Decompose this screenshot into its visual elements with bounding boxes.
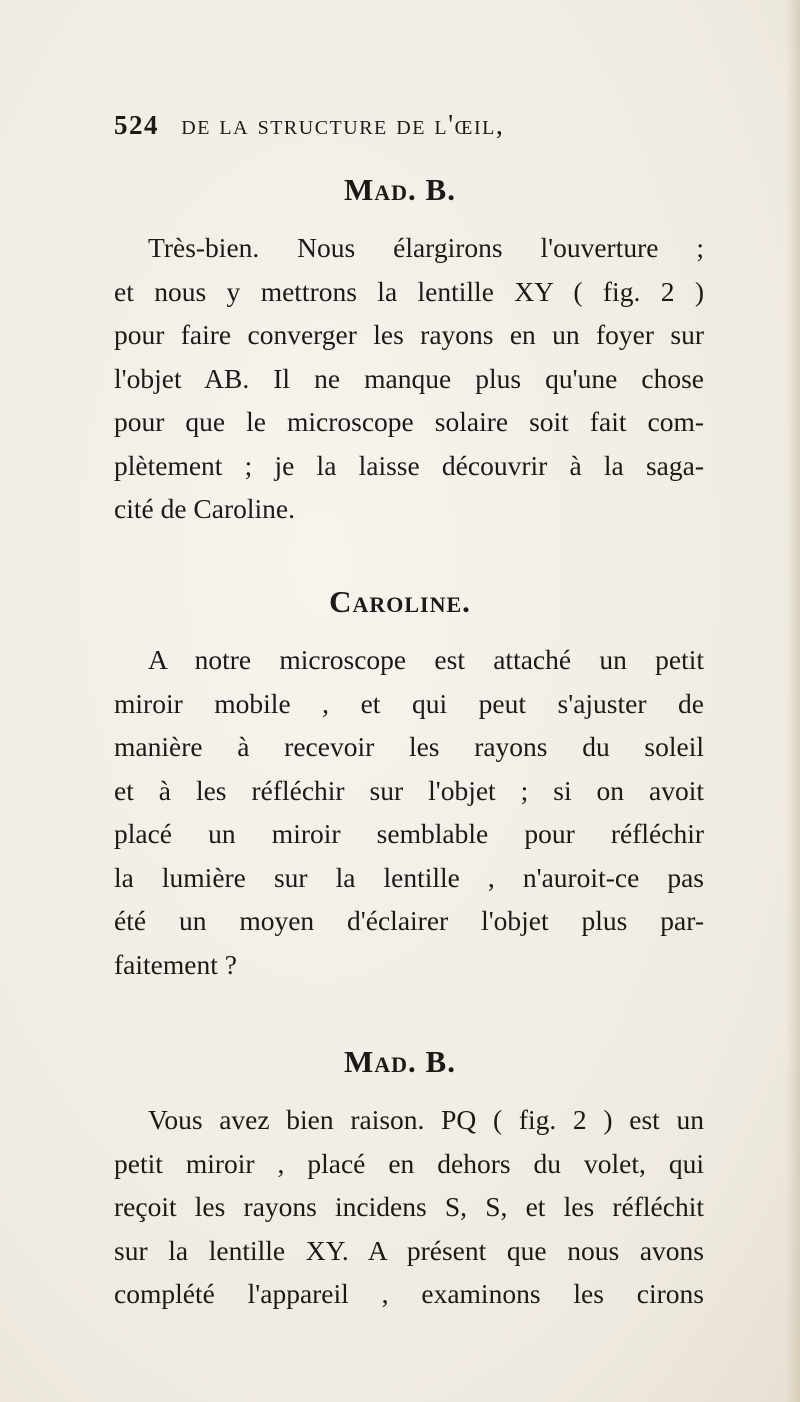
text-line: cité de Caroline. bbox=[114, 493, 295, 524]
text-line: et nous y mettrons la lentille XY ( fig. 2 ) bbox=[114, 275, 704, 307]
page-edge-shadow bbox=[786, 0, 800, 1402]
running-title: de la structure de l'œil, bbox=[181, 110, 505, 141]
text-line: manière à recevoir les rayons du soleil bbox=[114, 731, 704, 762]
text-line: plètement ; je la laisse découvrir à la saga- bbox=[114, 449, 704, 481]
text-line: et à les réfléchir sur l'objet ; si on avoit bbox=[114, 774, 704, 806]
text-line: complété l'appareil , examinons les cirons bbox=[114, 1278, 704, 1309]
text-line: faitement ? bbox=[114, 948, 237, 980]
text-line: petit miroir , placé en dehors du volet, qui bbox=[114, 1147, 704, 1179]
text-line: placé un miroir semblable pour réfléchir bbox=[114, 818, 704, 849]
text-line: Très-bien. Nous élargirons l'ouverture ; bbox=[148, 232, 704, 263]
paragraph bbox=[114, 1098, 704, 1316]
text-line: reçoit les rayons incidens S, S, et les réfléchit bbox=[114, 1191, 704, 1222]
text-line: été un moyen d'éclairer l'objet plus par- bbox=[114, 905, 704, 936]
text-line: pour que le microscope solaire soit fait com- bbox=[114, 406, 704, 437]
text-line: pour faire converger les rayons en un foyer sur bbox=[114, 319, 704, 350]
text-line: sur la lentille XY. A présent que nous avons bbox=[114, 1234, 704, 1266]
text-line: miroir mobile , et qui peut s'ajuster de bbox=[114, 687, 704, 719]
speaker-heading: Mad. B. bbox=[344, 1044, 456, 1079]
speaker-heading: Caroline. bbox=[329, 584, 471, 619]
text-line: la lumière sur la lentille , n'auroit-ce pas bbox=[114, 861, 704, 893]
running-head bbox=[114, 110, 674, 142]
page-number: 524 bbox=[114, 110, 159, 140]
text-line: A notre microscope est attaché un petit bbox=[148, 644, 704, 675]
speaker-heading: Mad. B. bbox=[344, 172, 456, 207]
text-line: Vous avez bien raison. PQ ( fig. 2 ) est un bbox=[148, 1104, 704, 1135]
paragraph bbox=[114, 226, 704, 531]
text-line: l'objet AB. Il ne manque plus qu'une chose bbox=[114, 362, 704, 394]
paragraph bbox=[114, 638, 704, 986]
